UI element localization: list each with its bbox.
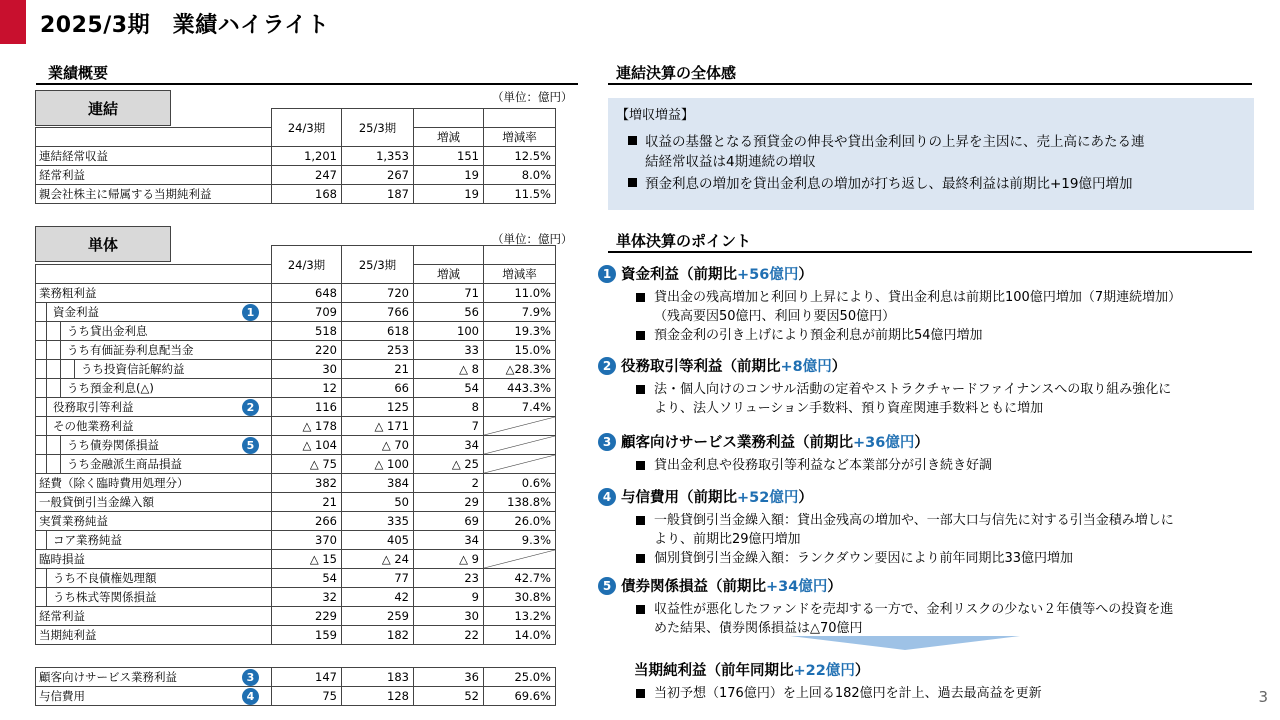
net-income-delta: +22億円 [793,663,855,679]
cell-p2: △ 24 [342,550,414,569]
cell-rate-empty [484,455,556,474]
row-label-text: 連結経常収益 [39,149,108,163]
point-title: 与信費用（前期比 [621,490,737,506]
point-line-text: 収益性が悪化したファンドを売却する一方で、金利リスクの少ない２年債等への投資を進 [654,602,1174,617]
point-heading [598,486,813,507]
row-label-text: 臨時損益 [39,552,85,566]
cell-rate: 25.0% [484,668,556,687]
cell-rate: △28.3% [484,360,556,379]
cell-p1: 54 [272,569,342,588]
cell-diff: △ 9 [414,550,484,569]
cell-diff: 34 [414,531,484,550]
table-row [36,493,556,512]
highlight-bullet-1-text-b: 結経常収益は4期連続の増収 [645,154,816,170]
point-line [636,456,1246,475]
cell-diff: 100 [414,322,484,341]
highlight-bullet-2-text: 預金利息の増加を貸出金利息の増加が打ち返し、最終利益は前期比+19億円増加 [645,176,1133,192]
row-label-text: 当期純利益 [39,628,97,642]
bullet-square-icon [636,385,645,394]
cell-rate: 30.8% [484,588,556,607]
net-income-heading [634,659,869,680]
cell-diff: △ 8 [414,360,484,379]
cell-p1: 1,201 [272,147,342,166]
cell-p1: 32 [272,588,342,607]
row-label-text: うち投資信託解約益 [81,362,185,376]
cell-rate: 443.3% [484,379,556,398]
table-row [36,626,556,645]
row-label-text: うち株式等関係損益 [53,590,157,604]
cell-rate: 19.3% [484,322,556,341]
point-line [636,549,1246,568]
point-number-icon: 1 [598,265,616,283]
cell-p1: 648 [272,284,342,303]
unit-note-standalone: （単位：億円） [492,232,573,246]
cell-p2: 618 [342,322,414,341]
point-number-icon: 4 [598,488,616,506]
table-row [36,284,556,303]
point-body [636,456,1246,475]
point-delta: +52億円 [737,490,799,506]
bullet-square-icon [636,516,645,525]
page-title: 2025/3期 業績ハイライト [40,13,330,38]
cell-diff: 8 [414,398,484,417]
bullet-square-icon [636,461,645,470]
table-row [36,341,556,360]
cell-diff: 56 [414,303,484,322]
cell-p1: 116 [272,398,342,417]
cell-p1: 382 [272,474,342,493]
cell-rate: 11.5% [484,185,556,204]
table-row [36,398,556,417]
cell-rate: 138.8% [484,493,556,512]
table-row [36,185,556,204]
table-row [36,436,556,455]
cell-p1: 220 [272,341,342,360]
table-row [36,668,556,687]
cell-rate-empty [484,417,556,436]
cell-p2: 183 [342,668,414,687]
point-body [636,380,1246,418]
row-label [36,550,272,569]
row-label [36,398,272,417]
right-heading-rule-2 [608,251,1252,253]
cell-p2: 125 [342,398,414,417]
row-label-text: コア業務純益 [53,533,122,547]
cell-p2: 21 [342,360,414,379]
row-label [36,493,272,512]
cell-diff: 29 [414,493,484,512]
number-badge-icon: 4 [242,688,259,705]
col-header-diff: 増減 [414,128,484,147]
highlight-bullet-1-text-a: 収益の基盤となる預貸金の伸長や貸出金利回りの上昇を主因に、売上高にあたる連 [645,134,1145,150]
point-line-text: 法・個人向けのコンサル活動の定着やストラクチャードファイナンスへの取り組み強化に [654,382,1172,397]
table-row [36,360,556,379]
cell-diff: 2 [414,474,484,493]
point-line-text: 一般貸倒引当金繰入額：貸出金残高の増加や、一部大口与信先に対する引当金積み増しに [654,513,1174,528]
point-line-text: 貸出金利息や役務取引等利益など本業部分が引き続き好調 [654,458,993,473]
cell-p2: 720 [342,284,414,303]
cell-p1: 709 [272,303,342,322]
bullet-square-icon [636,689,645,698]
cell-p1: 168 [272,185,342,204]
cell-p1: 266 [272,512,342,531]
cell-diff: 36 [414,668,484,687]
row-label-text: 顧客向けサービス業務利益 [39,670,177,684]
net-income-close: ） [854,663,870,679]
cell-p1: 30 [272,360,342,379]
cell-p1: 21 [272,493,342,512]
cell-p2: 253 [342,341,414,360]
point-line [636,600,1246,619]
net-income-body [636,684,1246,703]
table-row [36,569,556,588]
row-label-text: うち金融派生商品損益 [67,457,182,471]
cell-rate: 14.0% [484,626,556,645]
col-header-p2: 25/3期 [342,109,414,147]
bullet-square-icon [636,331,645,340]
row-label [36,436,272,455]
cell-p1: △ 178 [272,417,342,436]
row-label [36,379,272,398]
point-line [636,326,1246,345]
point-line-text: めた結果、債券関係損益は△70億円 [654,621,863,636]
number-badge-icon: 1 [242,304,259,321]
cell-p2: 766 [342,303,414,322]
cell-p1: △ 75 [272,455,342,474]
point-line [636,399,1246,418]
point-line-text: （残高要因50億円、利回り要因50億円） [654,309,896,324]
row-label-text: 業務粗利益 [39,286,97,300]
col-header-p2: 25/3期 [342,246,414,284]
bullet-square-icon [628,136,637,145]
cell-diff: 69 [414,512,484,531]
point-close: ） [827,579,842,595]
cell-diff: 52 [414,687,484,706]
table-row [36,531,556,550]
cell-rate: 7.9% [484,303,556,322]
point-body [636,600,1246,638]
row-label [36,147,272,166]
cell-p1: 75 [272,687,342,706]
point-number-icon: 3 [598,433,616,451]
accent-bar [0,0,26,44]
point-delta: +34億円 [766,579,828,595]
bullet-square-icon [628,178,637,187]
row-label [36,607,272,626]
standalone-table [35,245,556,645]
point-line-text: 預金金利の引き上げにより預金利息が前期比54億円増加 [654,328,983,343]
cell-rate: 69.6% [484,687,556,706]
point-close: ） [831,359,847,375]
cell-p2: 66 [342,379,414,398]
cell-diff: 19 [414,166,484,185]
highlight-box [608,98,1254,210]
table-row [36,322,556,341]
net-income-line: 当初予想（176億円）を上回る182億円を計上、過去最高益を更新 [654,686,1042,701]
cell-p1: 12 [272,379,342,398]
row-label-text: うち有価証券利息配当金 [67,343,194,357]
bullet-square-icon [636,605,645,614]
point-title: 役務取引等利益（前期比 [621,359,781,375]
row-label [36,360,272,379]
row-label-text: うち貸出金利息 [67,324,148,338]
cell-p2: 405 [342,531,414,550]
row-label [36,417,272,436]
row-label [36,512,272,531]
col-header-p1: 24/3期 [272,109,342,147]
cell-rate: 26.0% [484,512,556,531]
highlight-tag: 【増収増益】 [616,108,695,123]
highlight-bullet-1 [628,132,1238,172]
standalone-extra-table [35,667,556,706]
row-label-text: 資金利益 [53,305,99,319]
point-title: 資金利益（前期比 [621,267,737,283]
cell-p2: 50 [342,493,414,512]
cell-p2: △ 171 [342,417,414,436]
point-number-icon: 5 [598,577,616,595]
point-close: ） [798,267,813,283]
table-row [36,166,556,185]
page-number: 3 [1258,688,1268,706]
point-heading [598,575,842,596]
cell-p1: △ 15 [272,550,342,569]
cell-rate: 9.3% [484,531,556,550]
cell-p2: 384 [342,474,414,493]
row-label-text: うち預金利息(△) [67,381,154,395]
highlight-bullet-2 [628,174,1238,194]
row-label [36,668,272,687]
row-label [36,185,272,204]
cell-diff: 22 [414,626,484,645]
cell-diff: 23 [414,569,484,588]
cell-p2: 267 [342,166,414,185]
number-badge-icon: 5 [242,437,259,454]
unit-note-consolidated: （単位：億円） [492,90,573,104]
point-delta: +36億円 [853,435,915,451]
cell-p2: 187 [342,185,414,204]
row-label [36,341,272,360]
row-label [36,569,272,588]
row-label-text: 経費（除く臨時費用処理分） [39,476,189,490]
consolidated-label: 連結 [35,90,171,126]
cell-rate-empty [484,550,556,569]
number-badge-icon: 2 [242,399,259,416]
cell-diff: 34 [414,436,484,455]
table-row [36,607,556,626]
row-label-text: うち不良債権処理額 [53,571,157,585]
row-label [36,322,272,341]
cell-p1: 370 [272,531,342,550]
cell-p2: 42 [342,588,414,607]
point-line-text: 個別貸倒引当金繰入額：ランクダウン要因により前年同期比33億円増加 [654,551,1074,566]
standalone-label: 単体 [35,226,171,262]
cell-p2: 77 [342,569,414,588]
cell-p2: 335 [342,512,414,531]
point-line-text: より、法人ソリューション手数料、預り資産関連手数料ともに増加 [654,401,1044,416]
cell-p2: 259 [342,607,414,626]
point-line-text: より、前期比29億円増加 [654,532,801,547]
table-row [36,417,556,436]
row-label-text: 親会社株主に帰属する当期純利益 [39,187,212,201]
left-heading-rule [36,83,578,85]
cell-diff: 33 [414,341,484,360]
cell-p2: △ 70 [342,436,414,455]
cell-p1: △ 104 [272,436,342,455]
col-header-rate: 増減率 [484,265,556,284]
table-row [36,455,556,474]
table-row [36,550,556,569]
cell-rate: 42.7% [484,569,556,588]
row-label-text: 経常利益 [39,168,85,182]
cell-p2: 1,353 [342,147,414,166]
point-close: ） [914,435,929,451]
row-label [36,284,272,303]
cell-rate: 13.2% [484,607,556,626]
point-heading [598,355,846,376]
point-line [636,511,1246,530]
cell-p1: 159 [272,626,342,645]
col-header-diff: 増減 [414,265,484,284]
cell-diff: 9 [414,588,484,607]
cell-rate: 0.6% [484,474,556,493]
col-header-rate: 増減率 [484,128,556,147]
row-label [36,687,272,706]
row-label [36,166,272,185]
left-heading: 業績概要 [48,64,109,82]
cell-diff: 19 [414,185,484,204]
down-arrow-icon [790,636,1020,650]
cell-rate: 15.0% [484,341,556,360]
point-heading [598,263,813,284]
cell-diff: 54 [414,379,484,398]
point-line [636,288,1246,307]
bullet-square-icon [636,554,645,563]
cell-p2: 182 [342,626,414,645]
row-label [36,455,272,474]
table-row [36,512,556,531]
point-title: 債券関係損益（前期比 [621,579,766,595]
row-label [36,531,272,550]
row-label [36,303,272,322]
point-number-icon: 2 [598,357,616,375]
cell-rate-empty [484,436,556,455]
bullet-square-icon [636,293,645,302]
point-body [636,511,1246,568]
cell-diff: 30 [414,607,484,626]
number-badge-icon: 3 [242,669,259,686]
point-line [636,307,1246,326]
cell-rate: 11.0% [484,284,556,303]
cell-p1: 247 [272,166,342,185]
row-label [36,474,272,493]
cell-p2: △ 100 [342,455,414,474]
row-label-text: 与信費用 [39,689,85,703]
point-line [636,380,1246,399]
row-label-text: 一般貸倒引当金繰入額 [39,495,154,509]
cell-p1: 229 [272,607,342,626]
cell-diff: 71 [414,284,484,303]
point-close: ） [798,490,813,506]
col-header-p1: 24/3期 [272,246,342,284]
table-row [36,588,556,607]
right-heading-overall: 連結決算の全体感 [616,64,737,82]
point-delta: +56億円 [737,267,799,283]
row-label-text: 役務取引等利益 [53,400,134,414]
cell-diff: 151 [414,147,484,166]
right-heading-points: 単体決算のポイント [616,232,752,250]
row-label-text: 経常利益 [39,609,85,623]
net-income-title: 当期純利益（前年同期比 [634,663,794,679]
point-line-text: 貸出金の残高増加と利回り上昇により、貸出金利息は前期比100億円増加（7期連続増加） [654,290,1182,305]
table-row [36,303,556,322]
right-heading-rule-1 [608,83,1252,85]
point-line [636,530,1246,549]
table-row [36,379,556,398]
row-label-text: その他業務利益 [53,419,134,433]
table-row [36,474,556,493]
row-label [36,626,272,645]
cell-rate: 7.4% [484,398,556,417]
table-row [36,687,556,706]
cell-rate: 12.5% [484,147,556,166]
table-row [36,147,556,166]
point-title: 顧客向けサービス業務利益（前期比 [621,435,853,451]
row-label-text: 実質業務純益 [39,514,108,528]
cell-p2: 128 [342,687,414,706]
row-label-text: うち債券関係損益 [67,438,159,452]
point-delta: +8億円 [780,359,832,375]
row-label [36,588,272,607]
point-heading [598,431,929,452]
cell-diff: △ 25 [414,455,484,474]
cell-p1: 518 [272,322,342,341]
cell-rate: 8.0% [484,166,556,185]
cell-p1: 147 [272,668,342,687]
point-body [636,288,1246,345]
cell-diff: 7 [414,417,484,436]
